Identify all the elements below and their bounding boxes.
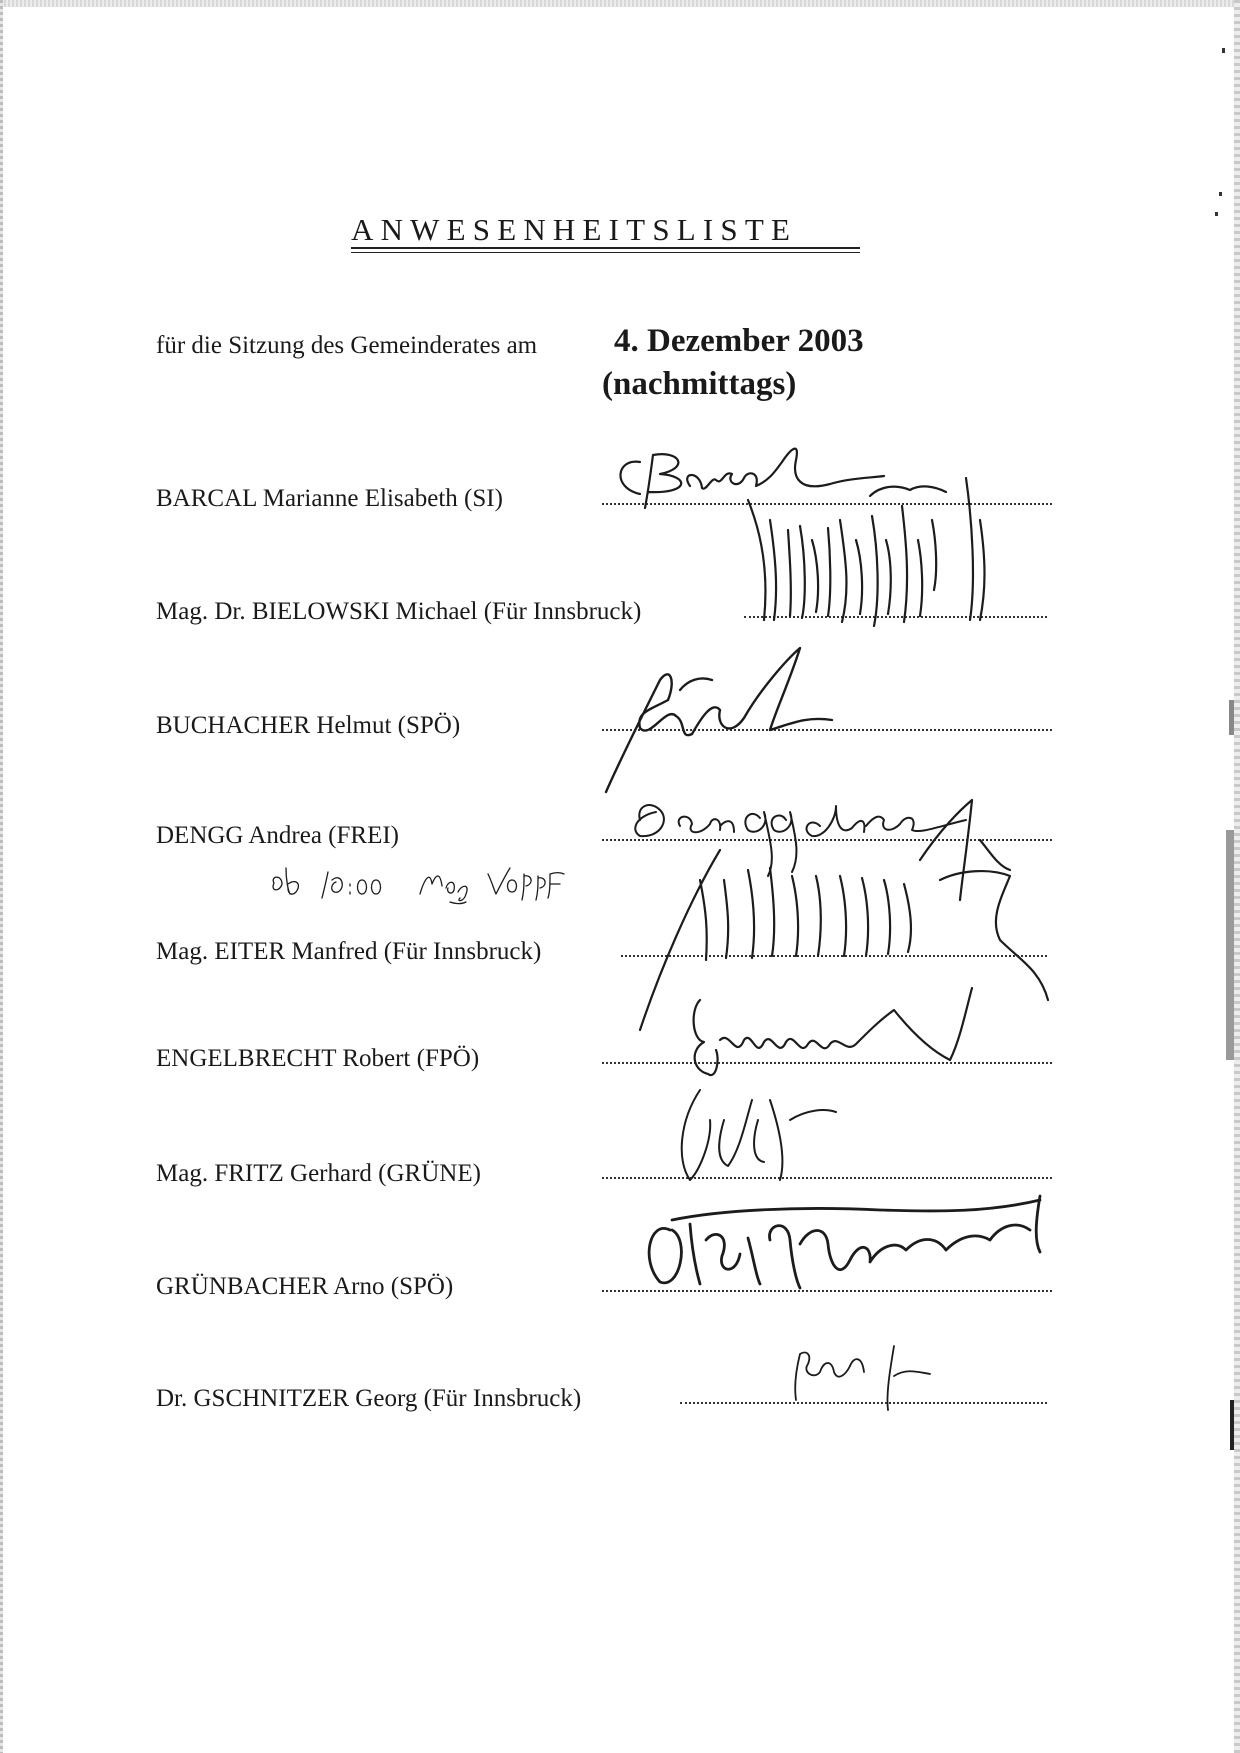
scan-mark — [1230, 1400, 1234, 1450]
signature-line — [602, 729, 1052, 731]
title-underline — [351, 247, 860, 249]
title-underline — [351, 252, 860, 253]
signature-line — [680, 1402, 1047, 1404]
signature-buchacher — [606, 648, 832, 792]
signature-eiter — [640, 800, 1048, 1030]
signature-gschnitzer — [795, 1346, 930, 1410]
signature-line — [744, 616, 1047, 618]
document-subtitle: für die Sitzung des Gemeinderates am — [156, 332, 538, 359]
member-name: Mag. EITER Manfred (Für Innsbruck) — [156, 938, 542, 965]
signature-line — [602, 1177, 1052, 1179]
signature-line — [602, 1062, 1052, 1064]
signature-barcal — [620, 449, 884, 508]
scan-mark — [1219, 192, 1222, 196]
scan-edge-top — [0, 0, 1240, 7]
signature-line — [602, 503, 1052, 505]
document-title: ANWESENHEITSLISTE — [351, 212, 798, 247]
scan-edge-left — [0, 0, 3, 1753]
meeting-session: (nachmittags) — [602, 366, 797, 402]
scan-mark — [1229, 700, 1234, 735]
member-name: DENGG Andrea (FREI) — [156, 822, 400, 849]
signature-bielowski — [748, 478, 985, 626]
member-name: Mag. Dr. BIELOWSKI Michael (Für Innsbruck) — [156, 598, 642, 625]
signature-fritz — [682, 1090, 836, 1180]
signature-line — [602, 839, 1052, 841]
member-name: BARCAL Marianne Elisabeth (SI) — [156, 485, 503, 512]
scan-mark — [1222, 48, 1225, 53]
member-name: ENGELBRECHT Robert (FPÖ) — [156, 1045, 480, 1072]
scan-mark — [1226, 830, 1234, 1060]
signature-line — [602, 1290, 1052, 1292]
signature-gruenbacher — [649, 1196, 1040, 1288]
scan-mark — [1215, 212, 1218, 216]
member-name: BUCHACHER Helmut (SPÖ) — [156, 712, 461, 739]
member-name: GRÜNBACHER Arno (SPÖ) — [156, 1273, 454, 1300]
handwritten-note-dengg — [273, 868, 564, 904]
meeting-date: 4. Dezember 2003 — [614, 323, 864, 359]
scan-edge-right — [1234, 0, 1240, 1753]
member-name: Mag. FRITZ Gerhard (GRÜNE) — [156, 1160, 481, 1187]
signature-line — [621, 955, 1047, 957]
member-name: Dr. GSCHNITZER Georg (Für Innsbruck) — [156, 1385, 582, 1412]
